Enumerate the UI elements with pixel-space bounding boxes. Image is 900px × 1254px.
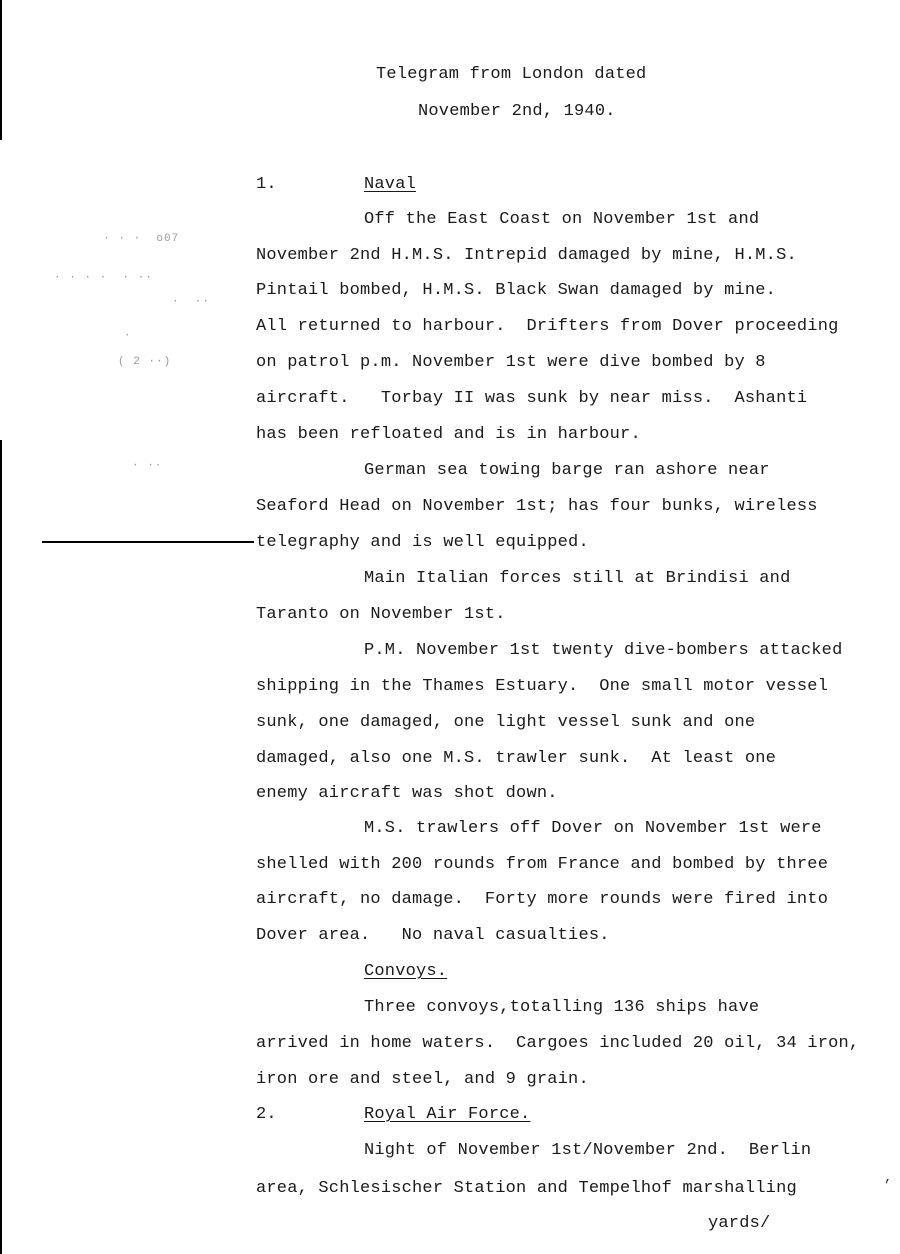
paragraph-line: telegraphy and is well equipped. [256,533,589,552]
paragraph-line: on patrol p.m. November 1st were dive bombed by 8 [256,353,766,372]
paragraph-line: Pintail bombed, H.M.S. Black Swan damaged by mine. [256,281,777,300]
paragraph-line: shelled with 200 rounds from France and bombed by three [256,855,829,874]
paragraph-line: Taranto on November 1st. [256,605,506,624]
paragraph-line: area, Schlesischer Station and Tempelhof marshalling [256,1179,797,1198]
paragraph-line: Off the East Coast on November 1st and [364,210,760,229]
section-title-raf: Royal Air Force. [364,1105,531,1124]
paragraph-line: Night of November 1st/November 2nd. Berlin [364,1141,812,1160]
margin-note: · [124,330,132,342]
paragraph-line: All returned to harbour. Drifters from Dover proceeding [256,317,839,336]
section-title-naval: Naval [364,175,417,194]
paragraph-line: German sea towing barge ran ashore near [364,461,770,480]
stray-mark: , [884,1170,893,1186]
margin-note: · · · ᴏ07 [88,233,180,245]
margin-note: · ·· [132,460,163,472]
margin-note: · ·· [172,296,211,308]
paragraph-line: enemy aircraft was shot down. [256,784,558,803]
paragraph-line: November 2nd H.M.S. Intrepid damaged by mine, H.M.S. [256,246,797,265]
catchword: yards/ [708,1214,771,1233]
margin-note: ( 2 ··) [118,356,172,368]
paragraph-line: damaged, also one M.S. trawler sunk. At least one [256,749,777,768]
paragraph-line: M.S. trawlers off Dover on November 1st were [364,819,822,838]
telegram-header-date: November 2nd, 1940. [418,102,616,121]
margin-note: · · · · · ·· [54,272,153,284]
section-number: 1. [256,175,277,194]
paragraph-line: Three convoys,totalling 136 ships have [364,998,760,1017]
telegram-header-line1: Telegram from London dated [376,65,647,84]
margin-rule-line [42,541,254,543]
paragraph-line: arrived in home waters. Cargoes included 20 oil, 34 iron, [256,1034,860,1053]
paragraph-line: aircraft. Torbay II was sunk by near miss. Ashanti [256,389,808,408]
paragraph-line: sunk, one damaged, one light vessel sunk and one [256,713,756,732]
subsection-title-convoys: Convoys. [364,962,448,981]
paragraph-line: aircraft, no damage. Forty more rounds were fired into [256,890,829,909]
paragraph-line: shipping in the Thames Estuary. One small motor vessel [256,677,829,696]
paragraph-line: Seaford Head on November 1st; has four bunks, wireless [256,497,818,516]
paragraph-line: P.M. November 1st twenty dive-bombers attacked [364,641,843,660]
paragraph-line: iron ore and steel, and 9 grain. [256,1070,589,1089]
section-number: 2. [256,1105,277,1124]
paragraph-line: Main Italian forces still at Brindisi and [364,569,791,588]
paragraph-line: has been refloated and is in harbour. [256,425,641,444]
paragraph-line: Dover area. No naval casualties. [256,926,610,945]
